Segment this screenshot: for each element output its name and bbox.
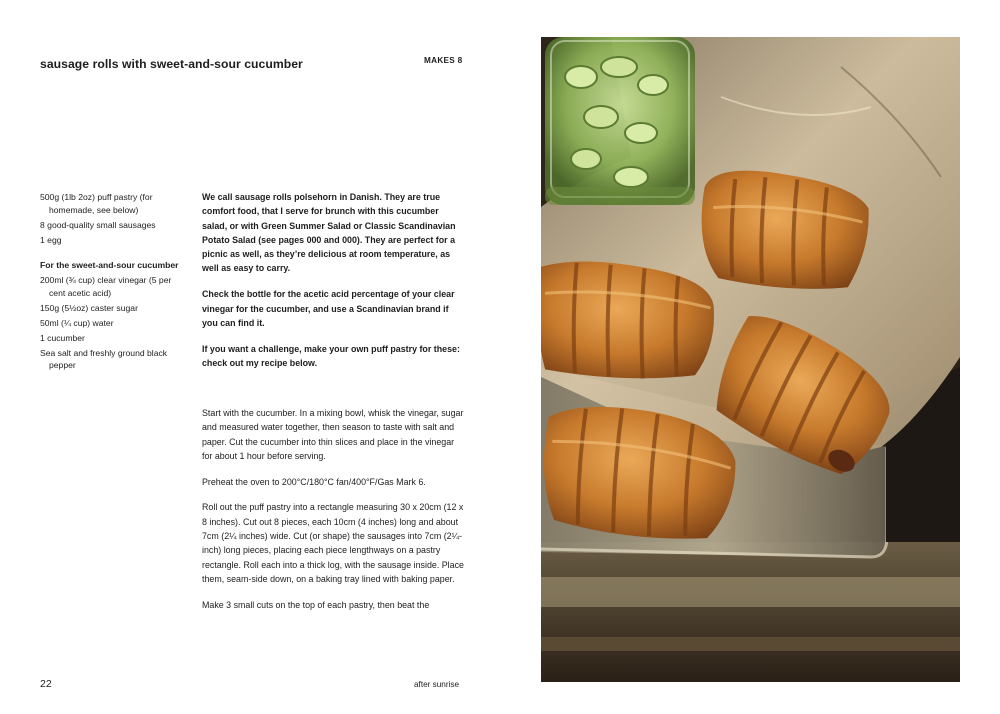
recipe-intro [202,190,462,382]
method-step: Preheat the oven to 200°C/180°C fan/400°F/Gas Mark 6. [202,476,426,487]
intro-paragraph: If you want a challenge, make your own puff pastry for these: check out my recipe below. [202,343,460,368]
oven-rail [541,637,960,651]
ingredient-item: 50ml (¼ cup) water [40,317,114,328]
method-step: Make 3 small cuts on the top of each pastry, then beat the [202,599,430,610]
ingredient-item: 8 good-quality small sausages [40,219,156,230]
ingredient-item: 1 egg [40,234,62,245]
recipe-title: sausage rolls with sweet-and-sour cucumber [40,57,303,71]
ingredient-item: 500g (1lb 2oz) puff pastry (for homemade, see below) [40,192,153,215]
cucumber-jar [545,37,695,205]
ingredient-item: 200ml (¾ cup) clear vinegar (5 per cent acetic acid) [40,275,172,298]
ingredient-item: Sea salt and freshly ground black pepper [40,347,168,371]
ingredients-subheading: For the sweet-and-sour cucumber [40,260,179,271]
ingredients-list [40,191,180,374]
intro-paragraph: We call sausage rolls polsehorn in Danish. They are true comfort food, that I serve for brunch with this cucumber salad, or with Green Summer Salad or Classic Scandinavian Potato Salad (see pages 000 and 000). They are perfect for a picnic as well, as they’re delicious at room temperature, as well as easy to carry. [202,192,456,274]
page-number: 22 [40,678,52,690]
method-step: Roll out the puff pastry into a rectangle measuring 30 x 20cm (12 x 8 inches). Cut out 8 pieces, each 10cm (4 inches) long and about 7cm (2¼ inches) wide. Cut (or shape) the sausages into 7cm (2¼-inch) long pieces, placing each piece lengthways on a pastry rectangle. Roll each into a thick log, with the sausage inside. Place them, seam-side down, on a baking tray lined with baking paper. [202,502,464,584]
running-title: after sunrise [414,680,460,689]
ingredient-item: 1 cucumber [40,332,85,343]
ingredient-item: 150g (5½oz) caster sugar [40,302,138,313]
recipe-method [202,406,464,624]
method-step: Start with the cucumber. In a mixing bowl, whisk the vinegar, sugar and measured water together, then season to taste with salt and paper. Cut the cucumber into thin slices and place in the vinegar for about 1 hour before serving. [202,408,464,461]
recipe-yield: MAKES 8 [424,56,463,65]
oven-front [541,542,960,682]
food-photo [541,37,960,682]
oven-rail [541,577,960,607]
intro-paragraph: Check the bottle for the acetic acid percentage of your clear vinegar for the cucumber, and use a Scandinavian brand if you can find it. [202,289,455,328]
